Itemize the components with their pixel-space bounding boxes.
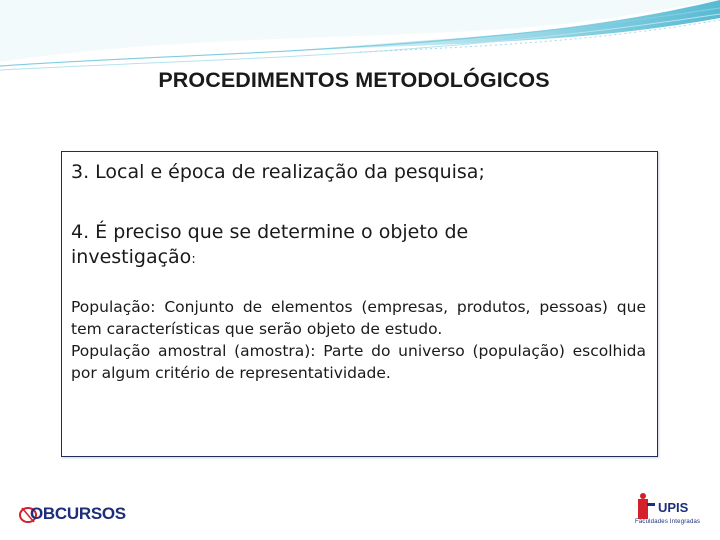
item-4-text: 4. É preciso que se determine o objeto de investigação [71, 221, 469, 268]
slide-title: PROCEDIMENTOS METODOLÓGICOS [158, 68, 550, 92]
obcursos-logo-text: OBCURSOS [30, 504, 126, 523]
upis-logo-text: UPIS [658, 500, 689, 515]
definition-populacao-amostral: População amostral (amostra): Parte do universo (população) escolhida por algum critério de representatividade. [71, 342, 646, 382]
item-4-colon: : [191, 252, 196, 267]
item-3-text: 3. Local e época de realização da pesquisa; [71, 161, 485, 183]
content-box [61, 151, 658, 457]
definition-populacao: População: Conjunto de elementos (empresas, produtos, pessoas) que tem características que serão objeto de estudo. [71, 298, 646, 338]
item-4 [71, 220, 591, 272]
definitions-block [71, 296, 646, 384]
upis-logo-subtext: Faculdades Integradas [635, 519, 701, 525]
